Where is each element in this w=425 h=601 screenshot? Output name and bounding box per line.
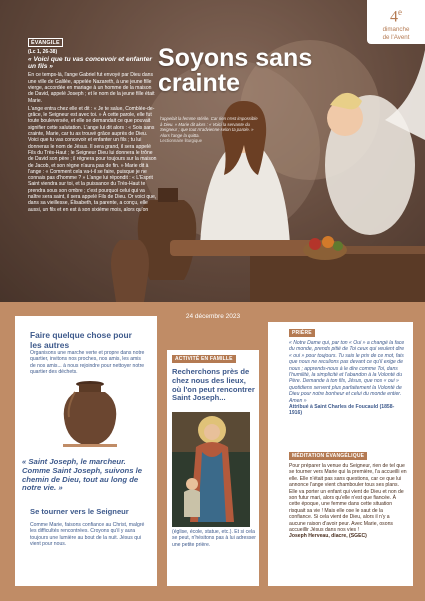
block1-title: Faire quelque chose pour les autres bbox=[30, 330, 132, 350]
gospel-text bbox=[28, 38, 158, 215]
gospel-credit: Lectionnaire liturgique bbox=[160, 138, 203, 143]
prayer-tag: PRIÈRE bbox=[289, 329, 315, 337]
gospel-paragraph-1: En ce temps-là, l'ange Gabriel fut envoyé par Dieu dans une ville de Galilée, appelée Nazareth, à une jeune fille vierge, accordée en mariage à un homme de la maison de David, appelé Joseph ; et le nom de la jeune fille était Marie. bbox=[28, 72, 155, 104]
saint-joseph-statue-image bbox=[172, 412, 250, 527]
meditation-text bbox=[289, 463, 407, 540]
issue-line2: de l'Avent bbox=[382, 33, 410, 41]
activity-title: Recherchons près de chez nous des lieux, où l'on peut rencontrer Saint Joseph... bbox=[172, 367, 255, 403]
prayer-body: « Notre Dame qui, par ton « Oui » a changé la face du monde, prends pitié de Toi ceux qui veulent dire « oui » pour toujours. Tu sais le prix de ce mot, fais que nous ne reculions pas devant ce qu'il exige de nous ; apprends-nous à le dire comme Toi, dans l'humilité, la simplicité et l'abandon à la Volonté du Père. Demande à ton fils, Jésus, que nos « oui » quotidiens servent plus parfaitement la Volonté de Dieu pour notre bonheur et celui du monde entier. Amen » bbox=[289, 340, 405, 404]
gospel-paragraph-2: L'ange entra chez elle et dit : « Je te salue, Comblée-de-grâce, le Seigneur est avec toi. » À cette parole, elle fut toute bouleversée, et elle se demandait ce que pouvait signifier cette salutation. L'ange lui dit alors : « Sois sans crainte, Marie, car tu as trouvé grâce auprès de Dieu. Voici que tu vas concevoir et enfanter un fils ; tu lui donneras le nom de Jésus. Il sera grand, il sera appelé Fils du Très-Haut ; le Seigneur Dieu lui donnera le trône de David son père ; il régnera pour toujours sur la maison de Jacob, et son règne n'aura pas de fin. » Marie dit à l'ange : « Comment cela va-t-il se faire, puisque je ne connais pas d'homme ? » L'ange lui répondit : « L'Esprit Saint viendra sur toi, et la puissance du Très-Haut te prendra sous son ombre ; c'est pourquoi celui qui va naître sera saint, il sera appelé Fils de Dieu. Or voici que, dans sa vieillesse, Élisabeth, ta parente, a conçu, elle aussi, un fils et en est à son sixième mois, alors qu'on bbox=[28, 105, 157, 213]
jar-icon bbox=[55, 378, 125, 450]
meditation-tag: MÉDITATION ÉVANGÉLIQUE bbox=[289, 452, 367, 460]
gospel-quote: « Voici que tu vas concevoir et enfanter un fils » bbox=[28, 55, 152, 70]
block2-text: Comme Marie, faisons confiance au Christ, malgré les difficultés rencontrées. Croyons qu'il y aura toujours une lumière au bout de la nuit. Jésus qui vient pour nous. bbox=[30, 522, 145, 548]
issue-number: 4e bbox=[390, 7, 402, 26]
date-label: 24 décembre 2023 bbox=[172, 313, 254, 320]
joseph-quote: « Saint Joseph, le marcheur. Comme Saint Joseph, suivons le chemin de Dieu, tout au long de notre vie. » bbox=[22, 457, 143, 493]
issue-badge bbox=[367, 0, 425, 44]
meditation-body: Pour préparer la venue du Seigneur, rien de tel que se tourner vers Marie qui la première, l'a accueilli en elle. Elle n'était pas sans questions, car ce que lui annonce l'ange vient chambouler tous ses plans. Elle va porter un enfant qui vient de Dieu et non de son futur mari, alors qu'elle n'est que fiancée. À cette époque, une femme dans cette situation risquait sa vie ! Mais elle ose le saut de la confiance. Si cela vient de Dieu, alors il n'y a aucune raison d'avoir peur. Avec Marie, osons accueillir Jésus dans nos vies ! bbox=[289, 463, 407, 534]
prayer-text bbox=[289, 340, 407, 417]
gospel-continuation-text: l'appelait la femme stérile. Car rien n'est impossible à Dieu. » Marie dit alors : « Voici la servante du Seigneur ; que tout m'advienne selon ta parole. » Alors l'ange la quitta. bbox=[160, 116, 258, 138]
block2-title: Se tourner vers le Seigneur bbox=[30, 507, 129, 516]
prayer-author: Attribué à Saint Charles de Foucauld (1858-1916) bbox=[289, 404, 395, 417]
gospel-continuation bbox=[160, 116, 258, 144]
activity-tag: ACTIVITÉ EN FAMILLE bbox=[172, 355, 236, 363]
activity-text: (église, école, statue, etc.). Et si cela se peut, n'hésitons pas à lui adresser une petite prière. bbox=[172, 529, 256, 548]
gospel-ref: (Lc 1, 26-38) bbox=[28, 49, 58, 56]
block1-text: Organisons une marche verte et propre dans notre quartier, invitons nos proches, nos amis, les amis de nos amis... à nous rejoindre pour nettoyer notre quartier des déchets. bbox=[30, 350, 145, 376]
gospel-tag: ÉVANGILE bbox=[28, 38, 63, 47]
page-title: Soyons sans crainte bbox=[158, 44, 313, 97]
issue-line1: dimanche bbox=[382, 26, 410, 34]
meditation-author: Joseph Herveau, diacre, (SGEC) bbox=[289, 533, 367, 540]
